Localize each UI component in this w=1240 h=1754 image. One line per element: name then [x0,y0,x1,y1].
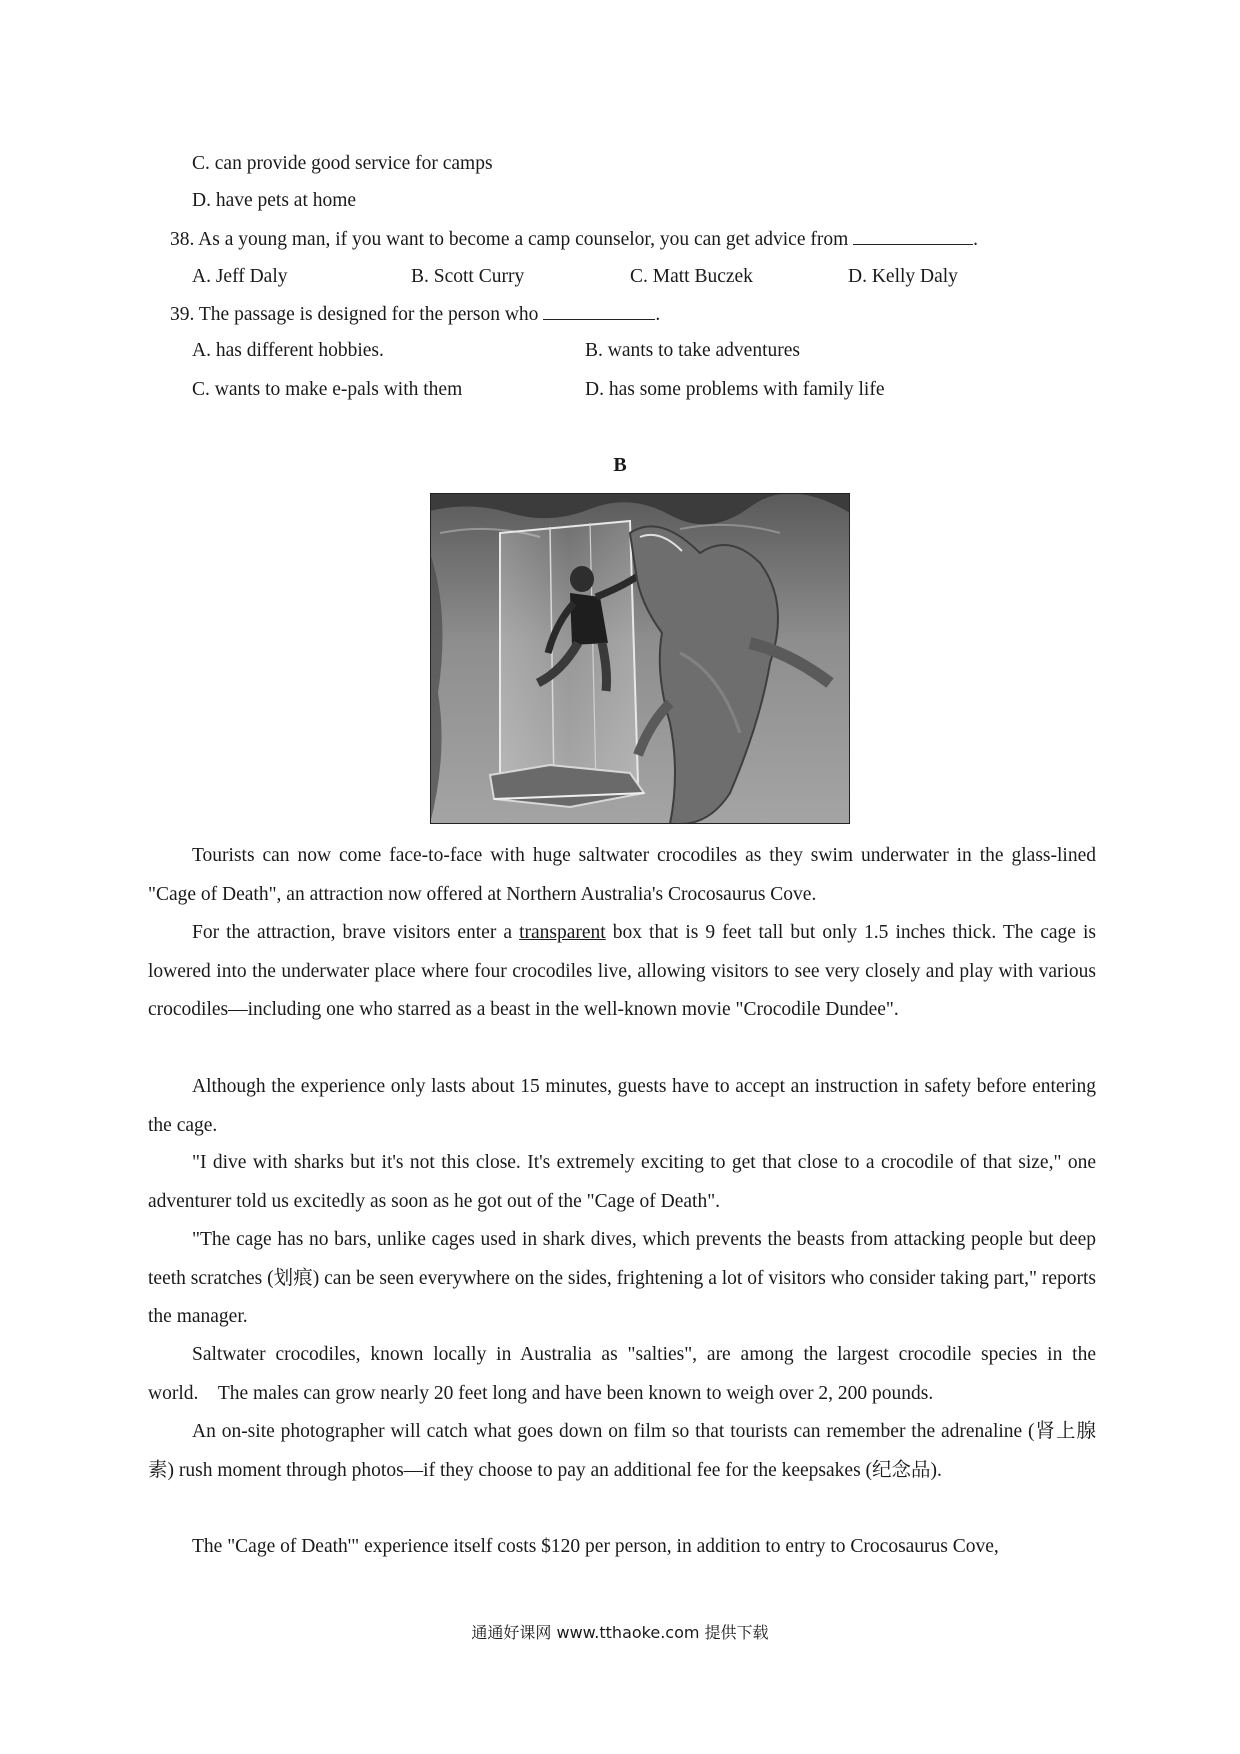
paragraph-2-start: For the attraction, brave visitors enter a [192,922,513,943]
section-heading: B [613,454,627,476]
q39-option-b: B. wants to take adventures [585,340,800,361]
q38-end: . [973,229,979,250]
q37-option-c: C. can provide good service for camps [192,153,493,174]
q38-option-d: D. Kelly Daly [848,266,958,287]
underlined-word: transparent [519,922,606,943]
paragraph-5: "The cage has no bars, unlike cages used in shark dives, which prevents the beasts from attacking people but deep teeth scratches (划痕) can be seen everywhere on the sides, frightening a lot of visitors who consider taking part," reports the manager. [148,1229,1096,1327]
answer-blank [853,226,973,245]
paragraph-4: "I dive with sharks but it's not this close. It's extremely exciting to get that close to a crocodile of that size," one adventurer told us excitedly as soon as he got out of the "Cage of Death". [148,1152,1096,1212]
paragraph-2-end: box that is 9 feet tall but only 1.5 inches thick. The cage is lowered into the underwater place where four crocodiles live, allowing visitors to see very closely and play with various crocodiles—including one who starred as a beast in the well-known movie "Crocodile Dundee". [148,922,1097,1020]
paragraph-3: Although the experience only lasts about 15 minutes, guests have to accept an instruction in safety before entering the cage. [148,1076,1096,1136]
q39-end: . [655,304,661,325]
q39-stem [170,301,660,328]
q38-option-c: C. Matt Buczek [630,266,753,287]
q38-option-a: A. Jeff Daly [192,266,288,287]
q38-stem [170,226,978,253]
paragraph-7: An on-site photographer will catch what goes down on film so that tourists can remember the adrenaline (肾上腺素) rush moment through photos—if they choose to pay an additional fee for the keepsakes (纪念品). [148,1421,1096,1481]
q39-option-a: A. has different hobbies. [192,340,384,361]
answer-blank [543,301,655,320]
crocodile-cage-photo [430,493,850,824]
q38-option-b: B. Scott Curry [411,266,525,287]
footer-credit: 通通好课网 www.tthaoke.com 提供下载 [471,1623,769,1642]
q39-stem-text: 39. The passage is designed for the person who [170,304,539,325]
paragraph-1: Tourists can now come face-to-face with huge saltwater crocodiles as they swim underwater in the glass-lined "Cage of Death", an attraction now offered at Northern Australia's Crocosaurus Cove. [148,845,1096,905]
paragraph-6: Saltwater crocodiles, known locally in Australia as "salties", are among the largest crocodile species in the world. The males can grow nearly 20 feet long and have been known to weigh over 2, 200 pounds. [148,1344,1096,1404]
paragraph-2 [148,914,1096,1030]
q39-option-d: D. has some problems with family life [585,379,885,400]
q37-option-d: D. have pets at home [192,190,357,211]
q39-option-c: C. wants to make e-pals with them [192,379,463,400]
q38-stem-text: 38. As a young man, if you want to become a camp counselor, you can get advice from [170,229,849,250]
paragraph-8: The "Cage of Death'" experience itself costs $120 per person, in addition to entry to Crocosaurus Cove, [192,1536,999,1557]
